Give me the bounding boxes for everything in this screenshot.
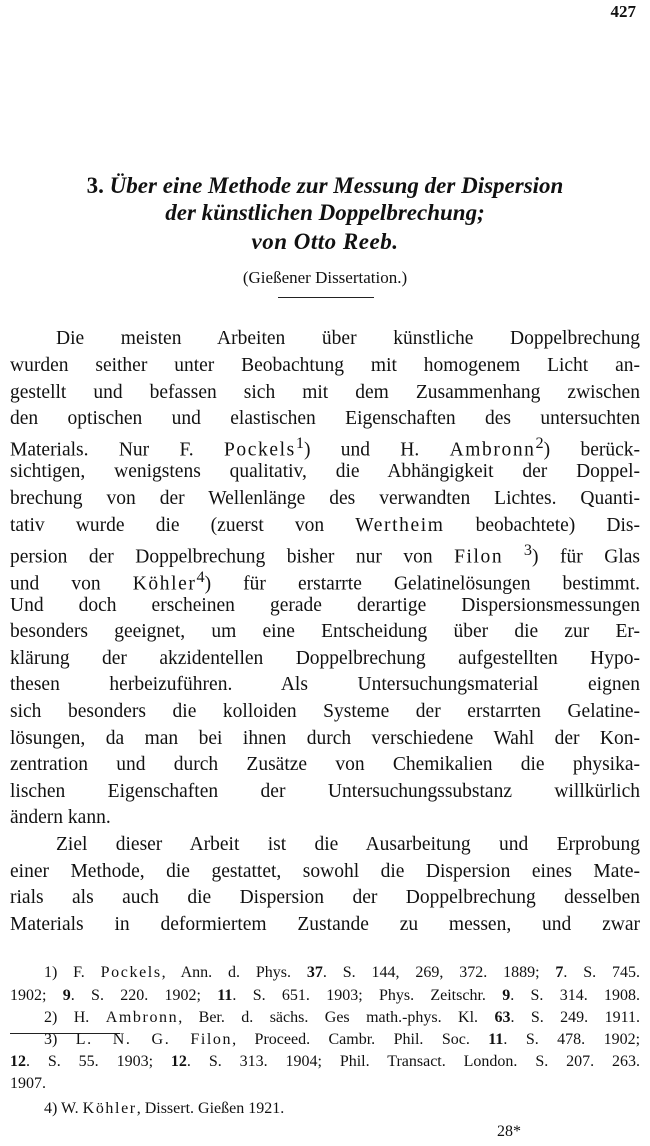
text-line: Materials. Nur F. Pockels$^1$) und H. Ambronn$^2$) berück-: [10, 434, 641, 461]
signature-mark: 28*: [497, 1123, 521, 1140]
text-line: einer Methode, die gestattet, sowohl die Dispersion eines Mate-: [10, 861, 640, 882]
author-ref: Wertheim: [355, 515, 445, 536]
text-line: thesen herbeizuführen. Als Untersuchungsmaterial eignen: [10, 674, 640, 695]
title-divider: [278, 297, 374, 298]
author-name: Otto Reeb.: [293, 229, 399, 254]
article-title-line-2: der künstlichen Doppelbrechung;: [165, 200, 485, 225]
text-line: lösungen, da man bei ihnen durch verschiedene Wahl der Kon-: [10, 728, 640, 749]
text-line: und von Köhler$^4$) für erstarrte Gelatinelösungen bestimmt.: [10, 568, 640, 595]
author-line: [10, 230, 640, 253]
text-line: Ziel dieser Arbeit ist die Ausarbeitung und Erprobung: [56, 834, 640, 855]
author-ref: Köhler: [132, 573, 197, 595]
text-line: Und doch erscheinen gerade derartige Dispersionsmessungen: [10, 595, 640, 616]
text-line: zentration und durch Zusätze von Chemikalien die physika-: [10, 754, 640, 775]
text-line: persion der Doppelbrechung bisher nur von Filon $^3$) für Glas: [10, 541, 640, 568]
author-ref: Filon: [454, 546, 504, 568]
footnote-ref: 1: [295, 434, 304, 452]
footnote-line: 3) L. N. G. Filon, Proceed. Cambr. Phil. Soc. 11. S. 478. 1902;: [44, 1031, 641, 1048]
article-title-text-1: Über eine Methode zur Messung der Dispersion: [109, 173, 564, 198]
article-title-line-1: [10, 174, 640, 197]
text-line: tativ wurde die (zuerst von Wertheim beobachtete) Dis-: [10, 515, 640, 536]
page-number: 427: [610, 2, 636, 21]
article-number: 3.: [86, 173, 104, 198]
footnote-line: 4) W. Köhler, Dissert. Gießen 1921.: [44, 1100, 285, 1117]
footnote-line: 1) F. Pockels, Ann. d. Phys. 37. S. 144, 269, 372. 1889; 7. S. 745.: [44, 964, 641, 981]
text-line: rials als auch die Dispersion der Doppelbrechung desselben: [10, 887, 640, 908]
text-line: den optischen und elastischen Eigenschaften des untersuchten: [10, 408, 640, 429]
footnote-ref: 3: [503, 541, 533, 559]
footnote-ref: 2: [535, 434, 544, 452]
text-line: gestellt und befassen sich mit dem Zusammenhang zwischen: [10, 382, 640, 403]
text-line: wurden seither unter Beobachtung mit homogenem Licht an-: [10, 355, 640, 376]
text-line: sich besonders die kolloiden Systeme der erstarrten Gelatine-: [10, 701, 640, 722]
author-ref: Ambronn: [449, 439, 536, 461]
footnote-line: 1902; 9. S. 220. 1902; 11. S. 651. 1903; Phys. Zeitschr. 9. S. 314. 1908.: [10, 987, 640, 1004]
author-prefix: von: [251, 229, 288, 254]
footnote-line: 1907.: [10, 1075, 46, 1092]
text-line: Materials in deformiertem Zustande zu messen, und zwar: [10, 914, 640, 935]
text-line: ändern kann.: [10, 807, 111, 828]
text-line: klärung der akzidentellen Doppelbrechung aufgestellten Hypo-: [10, 648, 640, 669]
author-ref: Pockels: [223, 439, 296, 461]
text-line: lischen Eigenschaften der Untersuchungssubstanz willkürlich: [10, 781, 640, 802]
footnote-line: 2) H. Ambronn, Ber. d. sächs. Ges math.-phys. Kl. 63. S. 249. 1911.: [44, 1009, 640, 1026]
text-line: Die meisten Arbeiten über künstliche Doppelbrechung: [56, 328, 640, 349]
text-line: sichtigen, wenigstens qualitativ, die Abhängigkeit der Doppel-: [10, 461, 640, 482]
text-line: brechung von der Wellenlänge des verwandten Lichtes. Quanti-: [10, 488, 640, 509]
footnote-line: 12. S. 55. 1903; 12. S. 313. 1904; Phil. Transact. London. S. 207. 263.: [10, 1053, 641, 1070]
subtitle: (Gießener Dissertation.): [242, 268, 408, 287]
footnote-ref: 4: [196, 568, 205, 586]
text-line: besonders geeignet, um eine Entscheidung über die zur Er-: [10, 621, 640, 642]
